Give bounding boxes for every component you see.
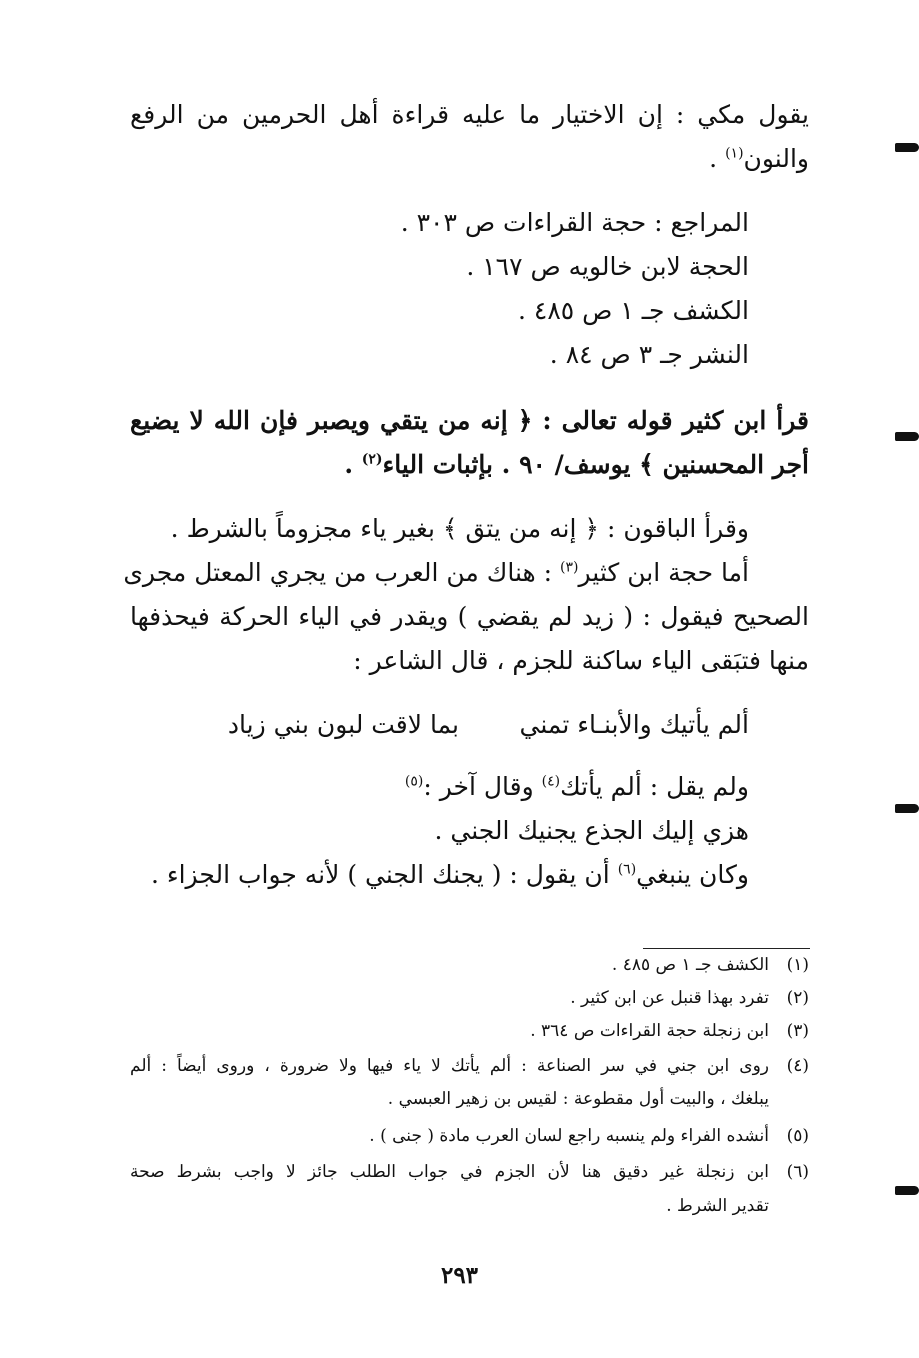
footnote-number: (٤) [786,1056,809,1076]
footnote-ref: (٤) [541,773,561,790]
reference-line: الكشف جـ ١ ص ٤٨٥ . [518,296,749,325]
body-line [151,860,749,890]
footnote [130,1126,809,1146]
footnote-number: (٥) [786,1126,809,1146]
text-run: ولم يقل : ألم يأتك [560,772,749,801]
body-line: منها فتبَقى الياء ساكنة للجزم ، قال الشاعر : [353,646,809,675]
footnote-text: تفرد بهذا قنبل عن ابن كثير . [570,988,769,1008]
footnote-number: (١) [786,955,809,975]
body-line: الصحيح فيقول : ( زيد لم يقضي ) ويقدر في الياء الحركة فيحذفها [130,602,809,631]
body-line [405,772,749,802]
footnote-text: روى ابن جني في سر الصناعة : ألم يأتك لا ياء فيها ولا ضرورة ، وروى أيضاً : ألم [130,1056,769,1076]
body-line: هزي إليك الجذع يجنيك الجني . [434,816,749,845]
footnote-number: (٣) [786,1021,809,1041]
footnote-ref: (٣) [560,559,579,576]
footnote-ref: (٢) [361,451,383,468]
footnote-text: ابن زنجلة حجة القراءات ص ٣٦٤ . [530,1021,769,1041]
footnote [130,1021,809,1041]
verse-second-hemistich: بما لاقت لبون بني زياد [227,710,459,739]
page-number: ٢٩٣ [440,1262,479,1289]
text-run: : هناك من العرب من يجري المعتل مجرى [123,558,561,587]
reference-line: المراجع : حجة القراءات ص ٣٠٣ . [400,208,749,237]
verse-first-hemistich: ألم يأتيك والأبنـاء تمني [519,710,749,739]
binding-mark [895,1186,919,1195]
footnote-number: (٢) [786,988,809,1008]
reference-line: الحجة لابن خالويه ص ١٦٧ . [466,252,749,281]
body-line: يقول مكي : إن الاختيار ما عليه قراءة أهل الحرمين من الرفع [130,100,809,129]
footnote-text: أنشده الفراء ولم ينسبه راجع لسان العرب مادة ( جنى ) . [369,1126,769,1146]
footnote [130,1162,809,1182]
text-run: وكان ينبغي [636,860,749,889]
binding-mark [895,804,919,813]
text-run: أما حجة ابن كثير [578,558,749,587]
text-run: . [709,144,726,173]
text-run: أجر المحسنين ﴾ يوسف/ ٩٠ . بإثبات الياء [382,450,809,479]
binding-mark [895,143,919,152]
text-run: . [344,450,362,479]
binding-mark [895,432,919,441]
footnote [130,1056,809,1076]
footnote-continuation: تقدير الشرط . [666,1196,769,1216]
text-run: والنون [743,144,809,173]
text-run: وقال آخر : [423,772,542,801]
body-line [709,144,809,174]
footnote-text: ابن زنجلة غير دقيق هنا لأن الجزم في جواب الطلب جائز لا واجب بشرط صحة [130,1162,769,1182]
footnote-text: الكشف جـ ١ ص ٤٨٥ . [611,955,769,975]
text-run: أن يقول : ( يجنك الجني ) لأنه جواب الجزاء . [150,860,618,889]
footnote [130,955,809,975]
footnote-separator [643,948,810,949]
reference-line: النشر جـ ٣ ص ٨٤ . [549,340,749,369]
body-line: قرأ ابن كثير قوله تعالى : ﴿ إنه من يتقي ويصبر فإن الله لا يضيع [130,406,809,435]
footnote-ref: (٥) [404,773,424,790]
footnote-continuation: يبلغك ، والبيت أول مقطوعة : لقيس بن زهير العبسي . [387,1089,769,1109]
body-line [123,558,749,588]
body-line [344,450,809,480]
body-line: وقرأ الباقون : ﴿ إنه من يتق ﴾ بغير ياء مجزوماً بالشرط . [170,514,749,543]
footnote-ref: (١) [725,145,744,162]
footnote-number: (٦) [786,1162,809,1182]
footnote-ref: (٦) [617,861,637,878]
footnote [130,988,809,1008]
